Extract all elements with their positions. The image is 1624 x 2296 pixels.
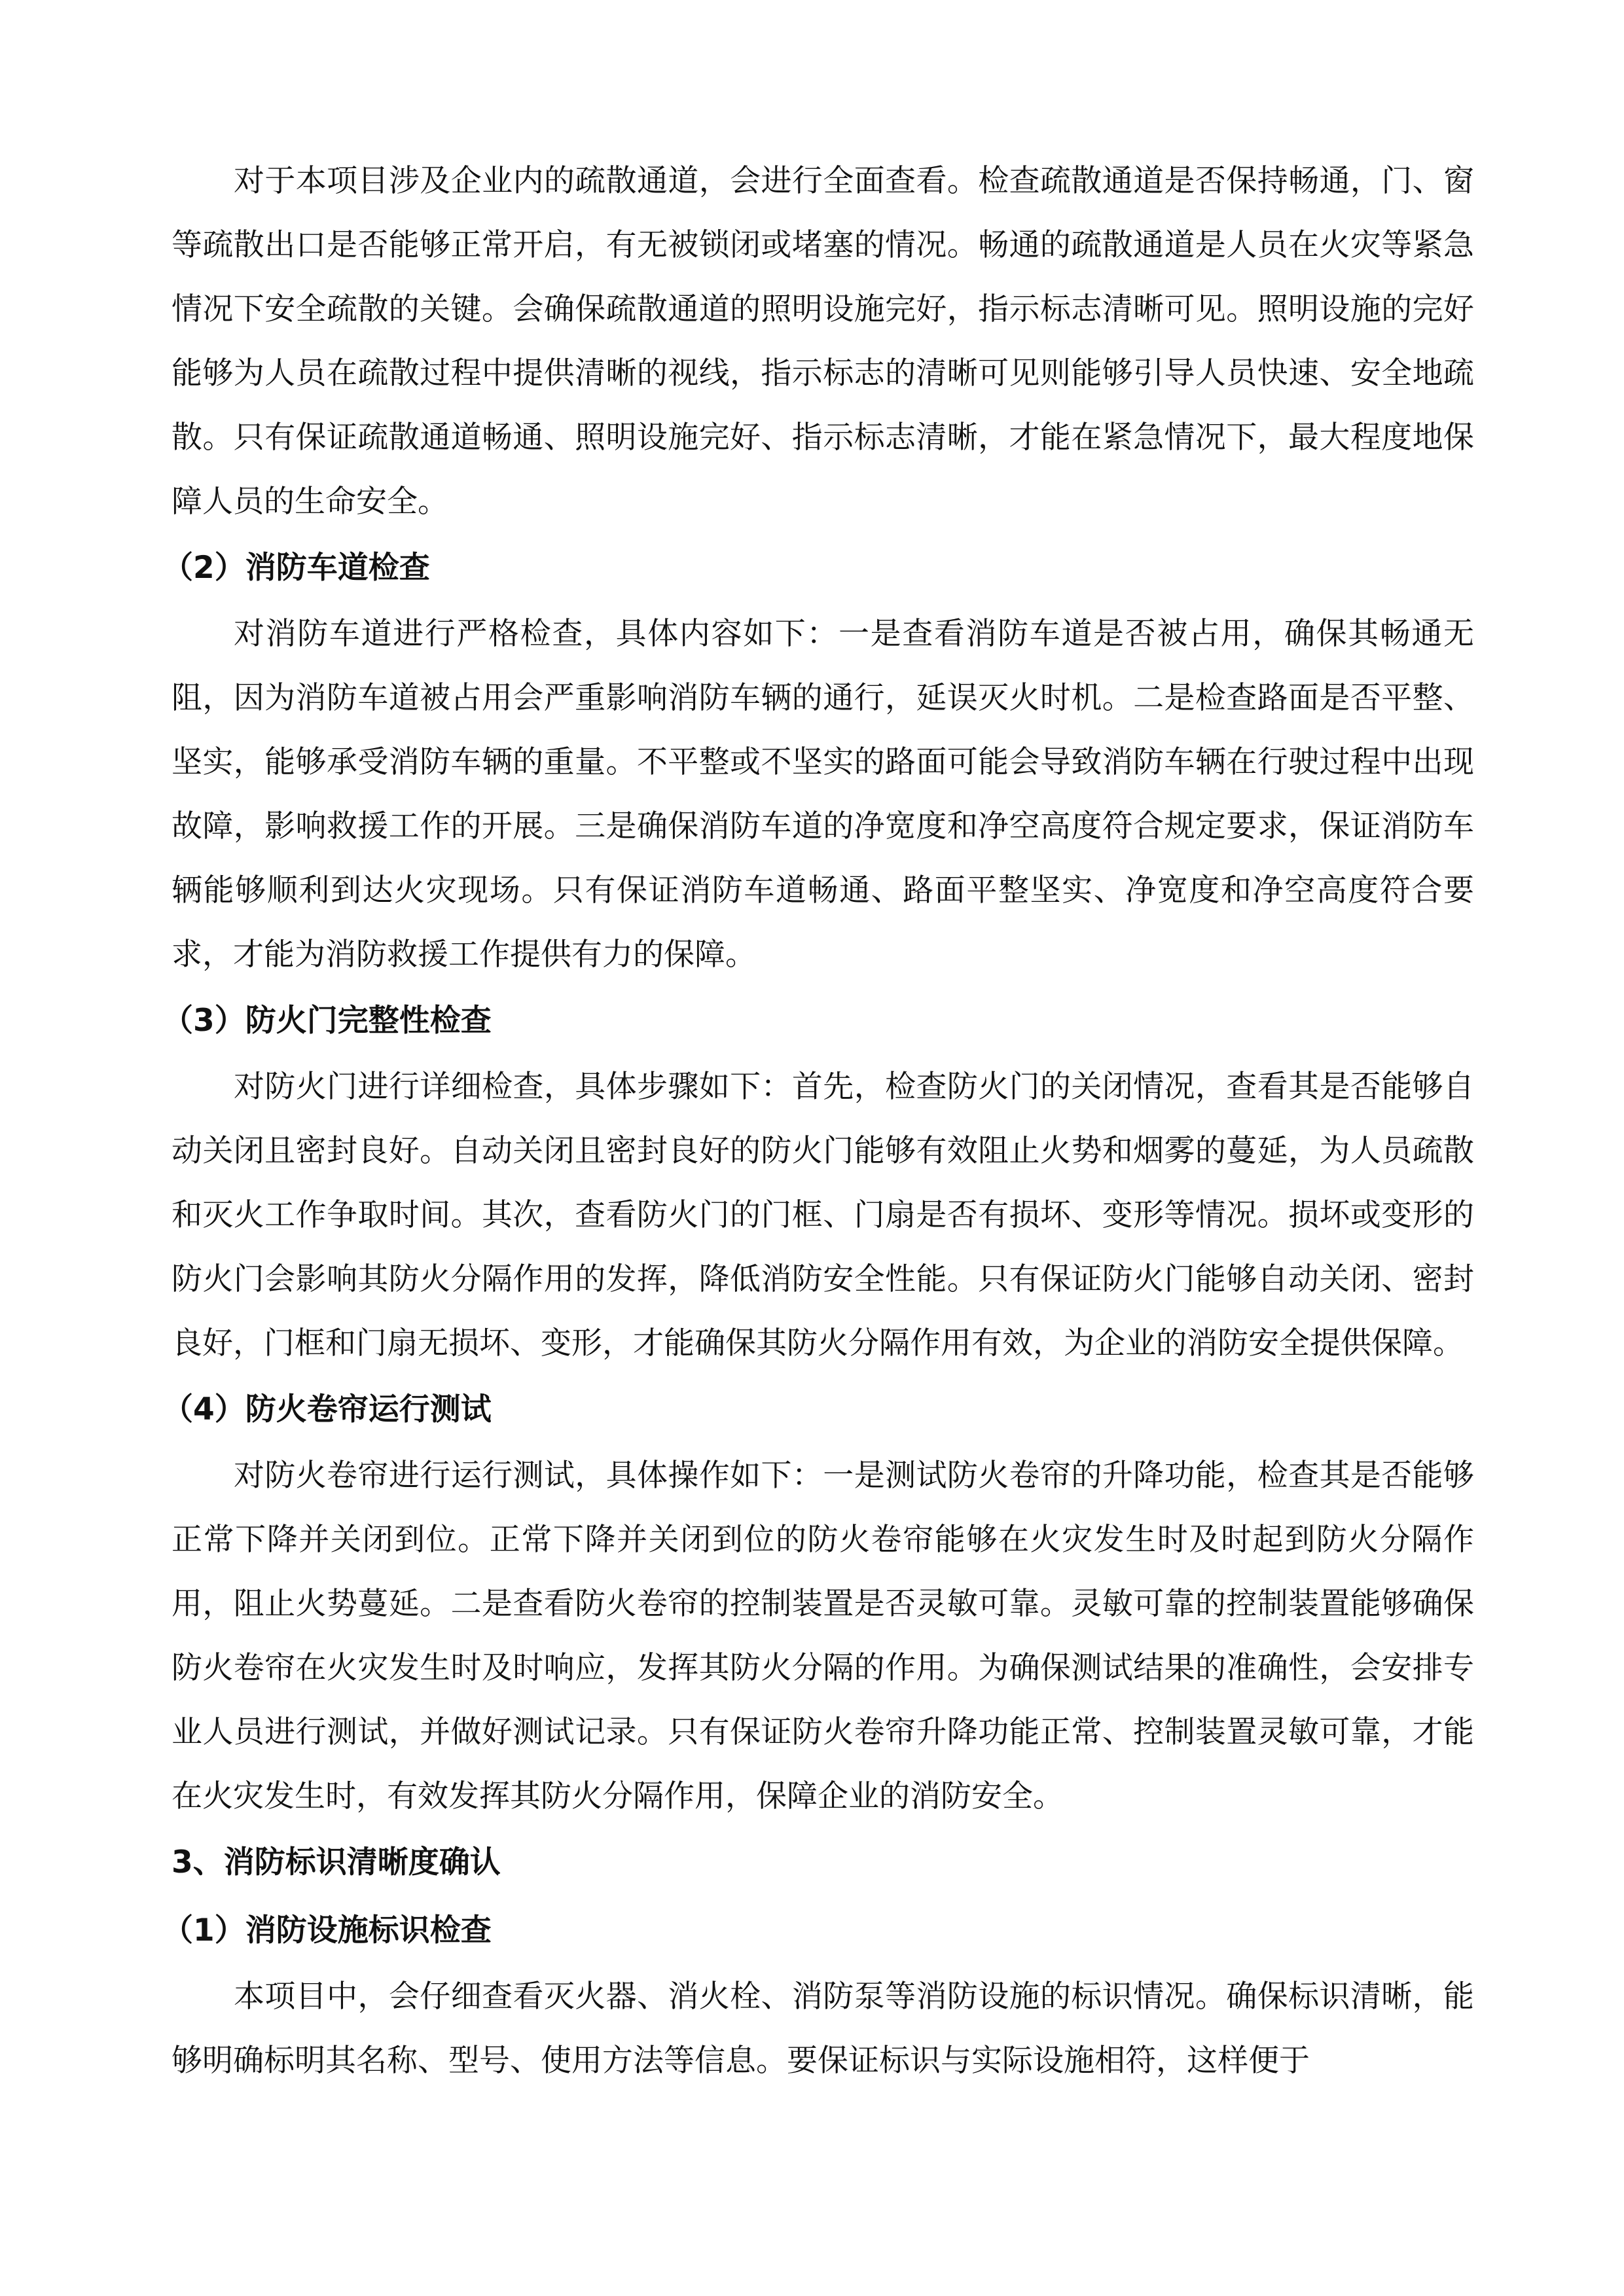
- paragraph-facility-signs: 本项目中，会仔细查看灭火器、消火栓、消防泵等消防设施的标识情况。确保标识清晰，能够明确标明其名称、型号、使用方法等信息。要保证标识与实际设施相符，这样便于: [171, 1979, 1474, 2079]
- heading-fire-shutter-test: （4）防火卷帘运行测试: [162, 1391, 492, 1427]
- heading-fire-lane-inspection: （2）消防车道检查: [162, 550, 430, 586]
- heading-fire-door-inspection: （3）防火门完整性检查: [162, 1003, 492, 1039]
- document-body: [162, 149, 1474, 2093]
- paragraph-fire-shutter: 对防火卷帘进行运行测试，具体操作如下：一是测试防火卷帘的升降功能，检查其是否能够正常下降并关闭到位。正常下降并关闭到位的防火卷帘能够在火灾发生时及时起到防火分隔作用，阻止火势蔓延。二是查看防火卷帘的控制装置是否灵敏可靠。灵敏可靠的控制装置能够确保防火卷帘在火灾发生时及时响应，发挥其防火分隔的作用。为确保测试结果的准确性，会安排专业人员进行测试，并做好测试记录。只有保证防火卷帘升降功能正常、控制装置灵敏可靠，才能在火灾发生时，有效发挥其防火分隔作用，保障企业的消防安全。: [171, 1458, 1474, 1814]
- heading-facility-sign-inspection: （1）消防设施标识检查: [162, 1912, 492, 1948]
- paragraph-fire-lane: 对消防车道进行严格检查，具体内容如下：一是查看消防车道是否被占用，确保其畅通无阻，因为消防车道被占用会严重影响消防车辆的通行，延误灭火时机。二是检查路面是否平整、坚实，能够承受消防车辆的重量。不平整或不坚实的路面可能会导致消防车辆在行驶过程中出现故障，影响救援工作的开展。三是确保消防车道的净宽度和净空高度符合规定要求，保证消防车辆能够顺利到达火灾现场。只有保证消防车道畅通、路面平整坚实、净宽度和净空高度符合要求，才能为消防救援工作提供有力的保障。: [171, 616, 1474, 973]
- paragraph-fire-door: 对防火门进行详细检查，具体步骤如下：首先，检查防火门的关闭情况，查看其是否能够自动关闭且密封良好。自动关闭且密封良好的防火门能够有效阻止火势和烟雾的蔓延，为人员疏散和灭火工作争取时间。其次，查看防火门的门框、门扇是否有损坏、变形等情况。损坏或变形的防火门会影响其防火分隔作用的发挥，降低消防安全性能。只有保证防火门能够自动关闭、密封良好，门框和门扇无损坏、变形，才能确保其防火分隔作用有效，为企业的消防安全提供保障。: [171, 1069, 1474, 1361]
- heading-fire-sign-clarity: 3、消防标识清晰度确认: [171, 1844, 501, 1880]
- paragraph-evacuation-routes: 对于本项目涉及企业内的疏散通道，会进行全面查看。检查疏散通道是否保持畅通，门、窗等疏散出口是否能够正常开启，有无被锁闭或堵塞的情况。畅通的疏散通道是人员在火灾等紧急情况下安全疏散的关键。会确保疏散通道的照明设施完好，指示标志清晰可见。照明设施的完好能够为人员在疏散过程中提供清晰的视线，指示标志的清晰可见则能够引导人员快速、安全地疏散。只有保证疏散通道畅通、照明设施完好、指示标志清晰，才能在紧急情况下，最大程度地保障人员的生命安全。: [171, 163, 1474, 520]
